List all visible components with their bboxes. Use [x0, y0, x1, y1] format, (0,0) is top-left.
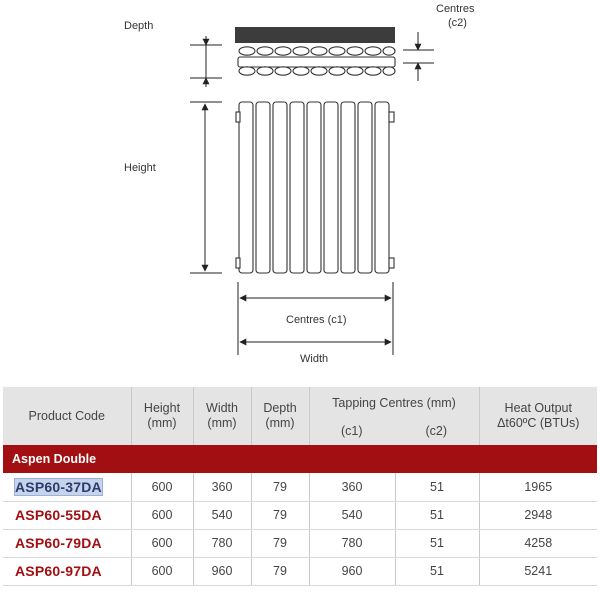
c2-cell: 51	[395, 557, 479, 585]
table-header-row	[3, 387, 597, 445]
header-height-label: Height	[143, 401, 181, 415]
header-tapping-c1: (c1)	[340, 424, 363, 438]
c2-cell: 51	[395, 529, 479, 557]
height-cell: 600	[131, 557, 193, 585]
header-heat-output	[479, 387, 597, 445]
group-label: Aspen Double	[3, 445, 597, 473]
header-tapping-centres	[309, 387, 479, 445]
header-depth-unit: (mm)	[265, 416, 295, 430]
header-product-code: Product Code	[3, 387, 131, 445]
depth-cell: 79	[251, 557, 309, 585]
group-row	[3, 445, 597, 473]
product-spec-table	[3, 387, 597, 586]
depth-cell: 79	[251, 501, 309, 529]
table-row	[3, 501, 597, 529]
table-row	[3, 557, 597, 585]
width-cell: 540	[193, 501, 251, 529]
header-height-unit: (mm)	[147, 416, 177, 430]
centres-c2-dimension	[403, 32, 434, 81]
depth-cell: 79	[251, 529, 309, 557]
heat-cell: 4258	[479, 529, 597, 557]
header-tapping-c2: (c2)	[425, 424, 448, 438]
product-code[interactable]: ASP60-97DA	[15, 563, 102, 579]
header-depth	[251, 387, 309, 445]
height-cell: 600	[131, 473, 193, 501]
c1-cell: 780	[309, 529, 395, 557]
header-width	[193, 387, 251, 445]
radiator-front-view	[236, 102, 394, 273]
product-code-cell[interactable]	[3, 501, 131, 529]
header-heat-unit: Δt60ºC (BTUs)	[497, 416, 580, 430]
c2-cell: 51	[395, 473, 479, 501]
centres-c2-sub-label: (c2)	[448, 17, 467, 29]
product-code[interactable]: ASP60-55DA	[15, 507, 102, 523]
table-row	[3, 529, 597, 557]
depth-label: Depth	[124, 20, 154, 32]
height-cell: 600	[131, 529, 193, 557]
top-view-tubes	[238, 47, 395, 75]
product-code-cell[interactable]	[3, 473, 131, 501]
header-tapping-title: Tapping Centres (mm)	[332, 396, 456, 410]
width-cell: 960	[193, 557, 251, 585]
header-depth-label: Depth	[263, 401, 297, 415]
centres-c1-label: Centres (c1)	[286, 314, 347, 326]
c2-cell: 51	[395, 501, 479, 529]
table-row	[3, 473, 597, 501]
depth-dimension	[190, 36, 222, 87]
c1-cell: 540	[309, 501, 395, 529]
centres-c1-dimension	[238, 282, 393, 312]
product-code-cell[interactable]	[3, 529, 131, 557]
heat-cell: 2948	[479, 501, 597, 529]
product-code[interactable]: ASP60-79DA	[15, 535, 102, 551]
top-view-cover-bar	[235, 27, 395, 43]
width-label: Width	[300, 353, 329, 365]
c1-cell: 360	[309, 473, 395, 501]
header-heat-label: Heat Output	[504, 401, 572, 415]
width-cell: 780	[193, 529, 251, 557]
header-width-label: Width	[206, 401, 238, 415]
height-cell: 600	[131, 501, 193, 529]
height-label: Height	[124, 162, 156, 174]
c1-cell: 960	[309, 557, 395, 585]
product-code-cell[interactable]	[3, 557, 131, 585]
heat-cell: 1965	[479, 473, 597, 501]
header-width-unit: (mm)	[207, 416, 237, 430]
height-dimension	[190, 102, 222, 273]
header-height	[131, 387, 193, 445]
heat-cell: 5241	[479, 557, 597, 585]
centres-c2-label: Centres	[436, 3, 475, 15]
width-cell: 360	[193, 473, 251, 501]
depth-cell: 79	[251, 473, 309, 501]
product-code[interactable]: ASP60-37DA	[15, 478, 102, 495]
